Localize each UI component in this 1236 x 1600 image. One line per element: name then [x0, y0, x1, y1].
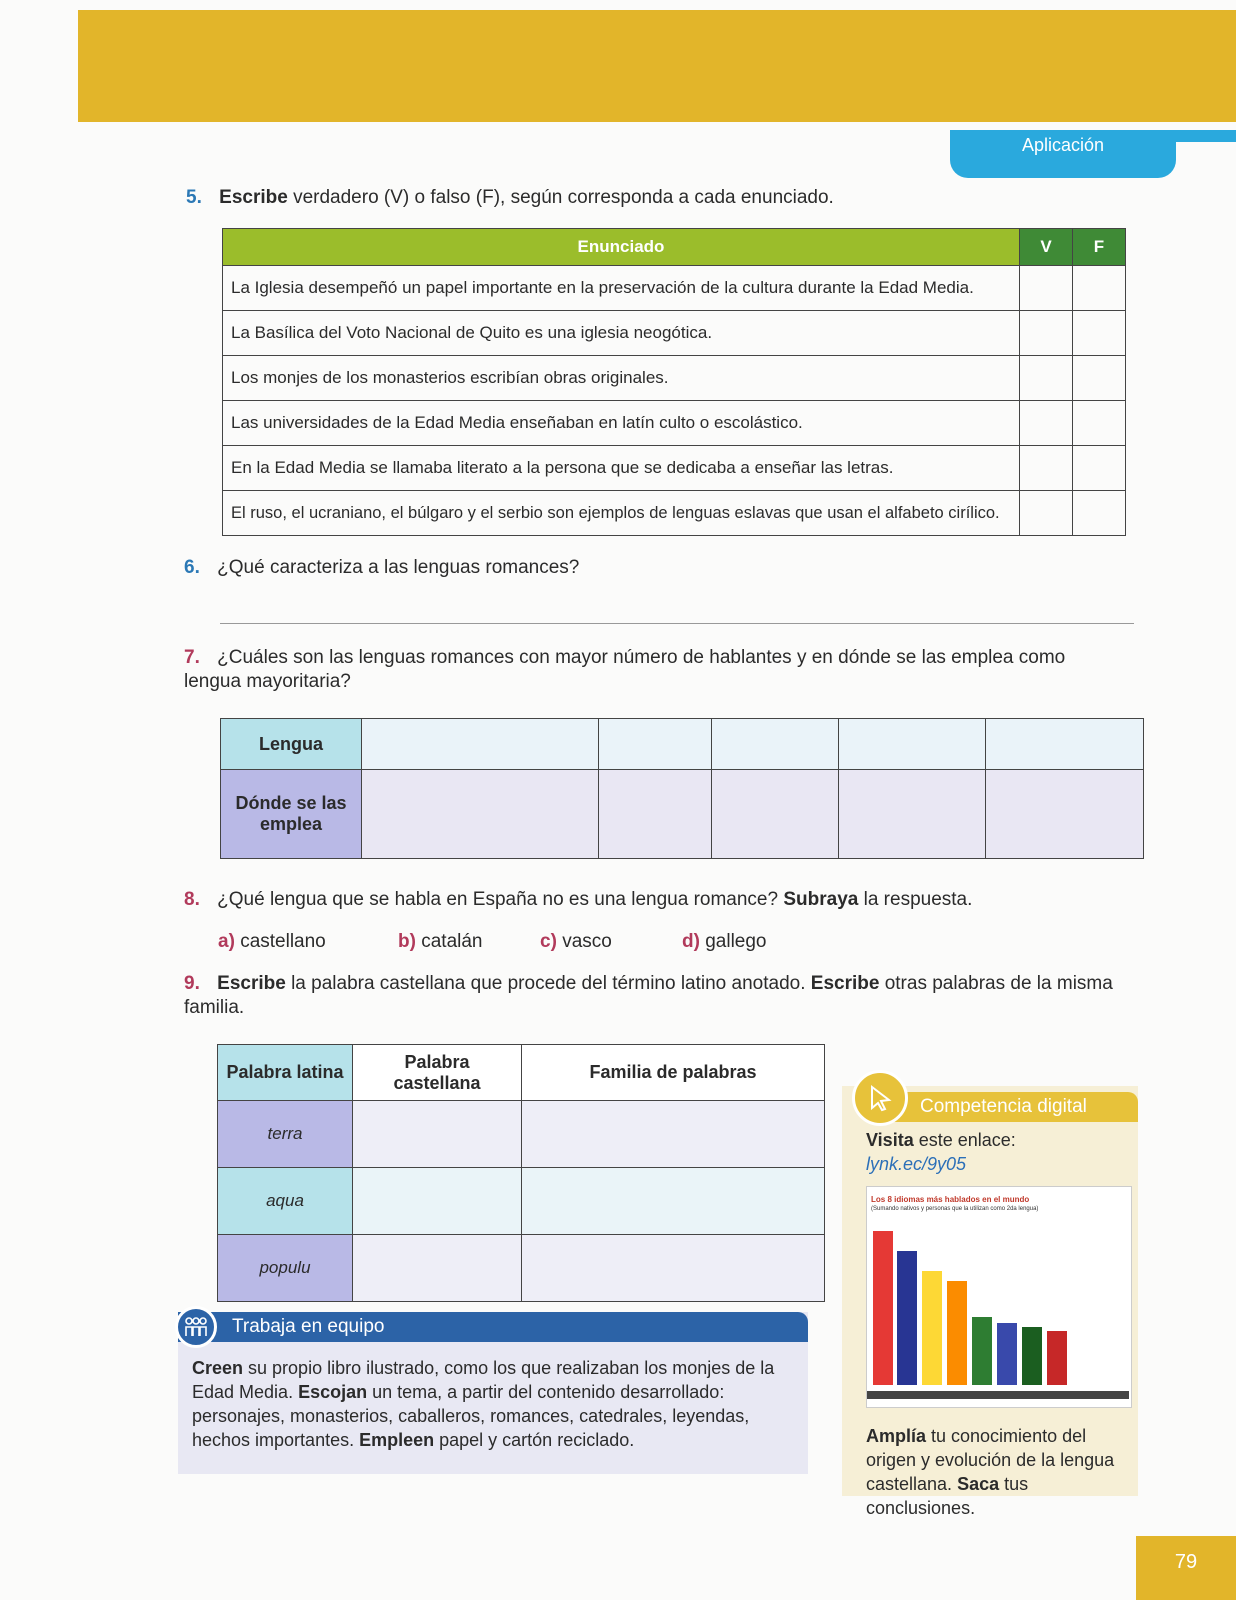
answer-cell[interactable] [522, 1168, 825, 1235]
row-label-donde: Dónde se las emplea [221, 770, 362, 859]
visit-text: Visita este enlace: [866, 1130, 1016, 1150]
true-false-table [222, 228, 1126, 536]
section-tab-strip [1176, 130, 1236, 142]
option-d[interactable]: d) gallego [682, 931, 767, 952]
header-familia: Familia de palabras [522, 1045, 825, 1101]
answer-cell[interactable] [599, 770, 712, 859]
answer-line[interactable] [220, 623, 1134, 624]
answer-cell-v[interactable] [1020, 446, 1073, 491]
answer-cell[interactable] [839, 719, 986, 770]
answer-cell-f[interactable] [1073, 356, 1126, 401]
header-enunciado: Enunciado [223, 229, 1020, 266]
top-color-band [78, 10, 1236, 122]
table-row: La Basílica del Voto Nacional de Quito es una iglesia neogótica. [223, 311, 1126, 356]
question-text: ¿Qué caracteriza a las lenguas romances? [217, 557, 580, 578]
question-9: 9. Escribe la palabra castellana que procede del término latino anotado. Escribe otras palabras de la misma familia. [184, 973, 1113, 1018]
question-8: 8. ¿Qué lengua que se habla en España no es una lengua romance? Subraya la respuesta. [184, 889, 973, 910]
header-f: F [1073, 229, 1126, 266]
answer-cell[interactable] [522, 1101, 825, 1168]
section-tab-aplicacion: Aplicación [950, 130, 1176, 178]
instruction-verb: Escribe [810, 973, 880, 994]
header-palabra-castellana: Palabra castellana [353, 1045, 522, 1101]
question-number: 9. [184, 973, 200, 994]
cursor-icon [852, 1070, 908, 1126]
option-a[interactable]: a) castellano [218, 931, 326, 952]
word-family-table [217, 1044, 825, 1302]
row-label-lengua: Lengua [221, 719, 362, 770]
romance-languages-table [220, 718, 1144, 859]
header-palabra-latina: Palabra latina [218, 1045, 353, 1101]
page-number: 79 [1136, 1536, 1236, 1600]
question-number: 7. [184, 647, 200, 668]
answer-cell[interactable] [599, 719, 712, 770]
digital-instruction: Amplía tu conocimiento del origen y evolución de la lengua castellana. Saca tus conclusiones. [866, 1426, 1115, 1518]
answer-cell[interactable] [362, 770, 599, 859]
answer-cell[interactable] [353, 1235, 522, 1302]
answer-cell-v[interactable] [1020, 356, 1073, 401]
question-number: 6. [184, 557, 200, 578]
digital-link[interactable]: lynk.ec/9y05 [866, 1154, 967, 1174]
instruction-verb: Subraya [783, 889, 859, 910]
option-b[interactable]: b) catalán [398, 931, 483, 952]
answer-cell[interactable] [522, 1235, 825, 1302]
instruction-verb: Escribe [217, 973, 286, 994]
answer-cell-v[interactable] [1020, 266, 1073, 311]
answer-cell[interactable] [712, 770, 839, 859]
thumbnail-title: Los 8 idiomas más hablados en el mundo [871, 1195, 1030, 1204]
answer-cell-f[interactable] [1073, 266, 1126, 311]
answer-cell[interactable] [839, 770, 986, 859]
answer-cell[interactable] [986, 719, 1144, 770]
answer-cell[interactable] [712, 719, 839, 770]
thumbnail-bar-graphic [867, 1221, 1129, 1401]
table-row: populu [218, 1235, 825, 1302]
question-5 [186, 186, 1186, 210]
table-row: La Iglesia desempeñó un papel importante en la preservación de la cultura durante la Edad Media. [223, 266, 1126, 311]
table-row: terra [218, 1101, 825, 1168]
answer-cell[interactable] [353, 1168, 522, 1235]
digital-competence-title: Competencia digital [870, 1092, 1138, 1122]
answer-cell-v[interactable] [1020, 401, 1073, 446]
question-number: 5. [186, 187, 202, 208]
team-work-title: Trabaja en equipo [178, 1312, 808, 1342]
answer-cell-f[interactable] [1073, 311, 1126, 356]
question-number: 8. [184, 889, 200, 910]
team-work-text: Creen su propio libro ilustrado, como los que realizaban los monjes de la Edad Media. Escojan un tema, a partir del contenido desarrollado: personajes, monasterios, caballeros, romances, catedrales, leyendas, hechos importantes. Empleen papel y cartón reciclado. [192, 1358, 775, 1450]
answer-cell-f[interactable] [1073, 446, 1126, 491]
answer-cell[interactable] [362, 719, 599, 770]
table-row: Los monjes de los monasterios escribían obras originales. [223, 356, 1126, 401]
option-c[interactable]: c) vasco [540, 931, 612, 952]
table-row: aqua [218, 1168, 825, 1235]
table-row: En la Edad Media se llamaba literato a la persona que se dedicaba a enseñar las letras. [223, 446, 1126, 491]
team-people-icon [175, 1306, 217, 1348]
answer-cell[interactable] [353, 1101, 522, 1168]
answer-cell-v[interactable] [1020, 491, 1073, 536]
question-text: ¿Cuáles son las lenguas romances con mayor número de hablantes y en dónde se las emplea como lengua mayoritaria? [184, 647, 1066, 692]
answer-cell-v[interactable] [1020, 311, 1073, 356]
table-row: Las universidades de la Edad Media enseñaban en latín culto o escolástico. [223, 401, 1126, 446]
header-v: V [1020, 229, 1073, 266]
table-row: El ruso, el ucraniano, el búlgaro y el serbio son ejemplos de lenguas eslavas que usan el alfabeto cirílico. [223, 491, 1126, 536]
instruction-verb: Escribe [219, 187, 288, 208]
question-text: ¿Qué lengua que se habla en España no es una lengua romance? [217, 889, 784, 910]
question-7 [184, 646, 1104, 694]
video-thumbnail[interactable] [866, 1186, 1132, 1408]
thumbnail-subtitle: (Sumando nativos y personas que la utilizan como 2da lengua) [871, 1206, 1039, 1212]
answer-cell-f[interactable] [1073, 401, 1126, 446]
answer-cell[interactable] [986, 770, 1144, 859]
question-6 [184, 556, 1144, 580]
answer-cell-f[interactable] [1073, 491, 1126, 536]
question-text: verdadero (V) o falso (F), según corresponda a cada enunciado. [287, 187, 834, 208]
